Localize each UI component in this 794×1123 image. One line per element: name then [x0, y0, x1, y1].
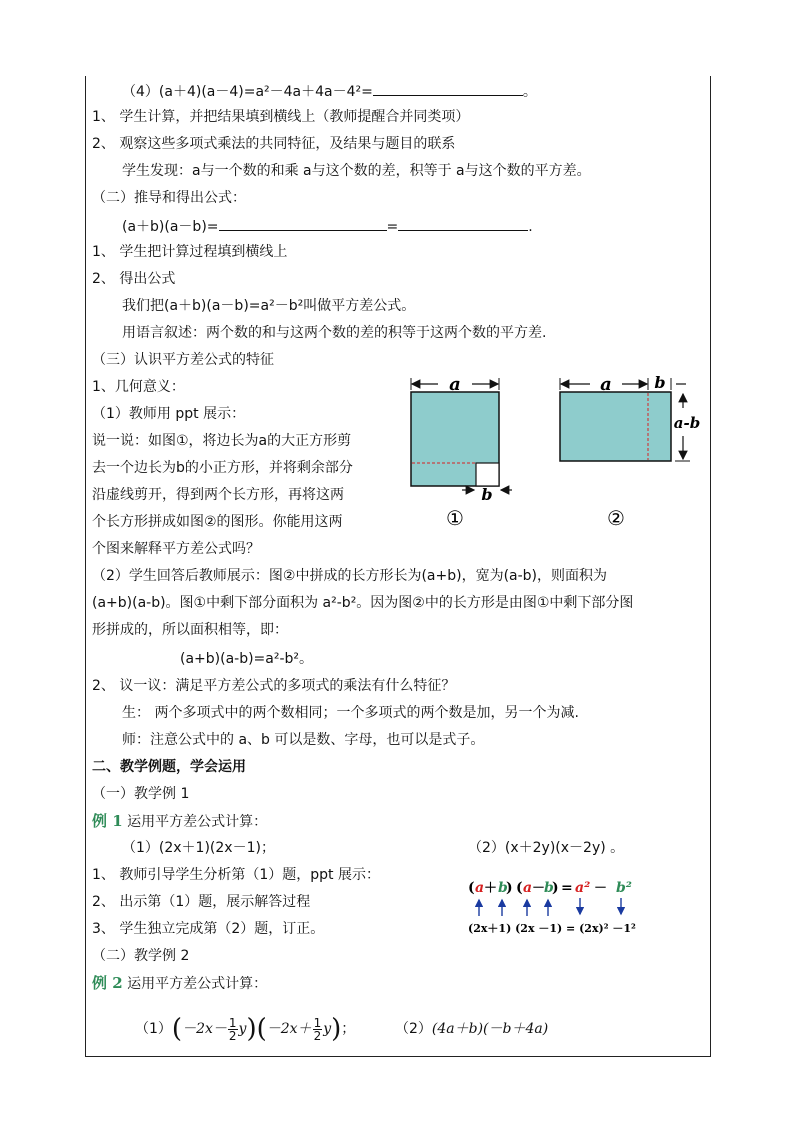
paragraph-line: (a+b)(a-b)。图①中剩下部分面积为 a²-b²。因为图②中的长方形是由图①中剩下部分图 [92, 595, 634, 611]
example-2-heading: 例 2 运用平方差公式计算： [92, 974, 268, 992]
svg-text:): ) [506, 880, 513, 896]
diagram-minus: － [532, 881, 546, 896]
paragraph-line: 说一说：如图①，将边长为a的大正方形剪 [92, 433, 352, 449]
paragraph-line: 个图来解释平方差公式吗？ [92, 541, 260, 557]
example-1-part-1: （1）(2x＋1)(2x－1)； [122, 840, 275, 856]
diagram-a-2: a [523, 880, 533, 896]
diagram-equals: = [561, 880, 573, 896]
section-heading: （三）认识平方差公式的特征 [92, 352, 274, 368]
figure-1-square [411, 392, 499, 486]
step-line: 3、 学生独立完成第（2）题，订正。 [92, 921, 325, 937]
step-line: 1、 学生把计算过程填到横线上 [92, 244, 288, 260]
figure-1-label-a: a [449, 374, 461, 395]
figure-2-label-b: b [654, 373, 666, 392]
svg-text:): ) [552, 880, 559, 896]
paragraph-line: 去一个边长为b的小正方形，并将剩余部分 [92, 460, 353, 476]
diagram-b-2: b [544, 880, 554, 896]
figure-2-rectangle [560, 392, 671, 461]
paragraph-line: 形拼成的，所以面积相等，即： [92, 622, 288, 638]
paragraph-line: 沿虚线剪开，得到两个长方形，再将这两 [92, 487, 344, 503]
diagram-substitution: (2x＋1) (2x －1) = (2x)² －1² [468, 922, 636, 935]
derivation-blank-1[interactable] [219, 215, 387, 231]
example-2-part-2: （2）(4a＋b)(－b＋4a) [395, 1021, 549, 1037]
step-line: 2、 议一议：满足平方差公式的多项式的乘法有什么特征？ [92, 678, 456, 694]
diagram-a-squared: a² [575, 880, 591, 896]
geometry-figure [400, 370, 705, 535]
svg-text:(: ( [468, 880, 475, 896]
example-2-label: 例 2 [92, 974, 123, 992]
example-1-heading: 例 1 运用平方差公式计算： [92, 812, 268, 830]
figure-2-caption: ② [607, 506, 625, 530]
paragraph-line: 个长方形拼成如图②的图形。你能用这两 [92, 514, 343, 530]
section-heading: （二）推导和得出公式： [92, 190, 246, 206]
paragraph-line: （2）学生回答后教师展示：图②中拼成的长方形长为(a+b)，宽为(a-b)，则面积为 [92, 568, 608, 584]
formula-result: (a+b)(a-b)=a²-b²。 [180, 651, 314, 667]
derivation-line: (a＋b)(a－b)= = . [122, 215, 533, 237]
diagram-minus-2: － [594, 881, 608, 896]
subsection-heading: （一）教学例 1 [92, 786, 190, 802]
step-line: 1、几何意义： [92, 379, 185, 395]
example-1-label: 例 1 [92, 812, 123, 830]
diagram-a-1: a [475, 880, 485, 896]
formula-verbal: 用语言叙述：两个数的和与这两个数的差的积等于这两个数的平方差. [122, 325, 547, 341]
student-discovery: 学生发现：a与一个数的和乘 a与这个数的差，积等于 a与这个数的平方差。 [122, 163, 591, 179]
derivation-blank-2[interactable] [398, 215, 528, 231]
student-answer: 生： 两个多项式中的两个数相同；一个多项式的两个数是加，另一个为减. [122, 705, 579, 721]
figure-2-label-a-minus-b: a-b [673, 414, 701, 432]
exercise-4: （4）(a＋4)(a－4)=a²－4a＋4a－4²= 。 [122, 80, 537, 102]
figure-1-caption: ① [446, 506, 464, 530]
diagram-plus: ＋ [484, 881, 498, 896]
step-line: 1、 学生计算，并把结果填到横线上（教师提醒合并同类项） [92, 109, 470, 125]
step-line: （1）教师用 ppt 展示： [92, 406, 246, 422]
svg-text:(: ( [516, 880, 523, 896]
figure-1-label-b: b [481, 485, 493, 504]
section-heading: 二、教学例题，学会运用 [92, 759, 246, 775]
example-2-part-1: （1）(－2x－ $\frac{1}{2}$ y)(－2x＋ $\frac{1}{2}$ y)； [135, 1014, 356, 1044]
formula-statement: 我们把(a＋b)(a－b)=a²－b²叫做平方差公式。 [122, 298, 416, 314]
step-line: 2、 出示第（1）题，展示解答过程 [92, 894, 311, 910]
diagram-b-squared: b² [616, 880, 632, 896]
figure-2-label-a: a [600, 374, 612, 395]
step-line: 1、 教师引导学生分析第（1）题，ppt 展示： [92, 867, 380, 883]
formula-mapping-diagram [466, 876, 636, 938]
example-1-part-2: （2）(x＋2y)(x－2y) 。 [468, 840, 625, 856]
step-line: 2、 观察这些多项式乘法的共同特征，及结果与题目的联系 [92, 136, 456, 152]
teacher-note: 师：注意公式中的 a、b 可以是数、字母，也可以是式子。 [122, 732, 485, 748]
diagram-b-1: b [498, 880, 508, 896]
answer-blank[interactable] [373, 80, 523, 96]
step-line: 2、 得出公式 [92, 271, 176, 287]
subsection-heading: （二）教学例 2 [92, 948, 190, 964]
